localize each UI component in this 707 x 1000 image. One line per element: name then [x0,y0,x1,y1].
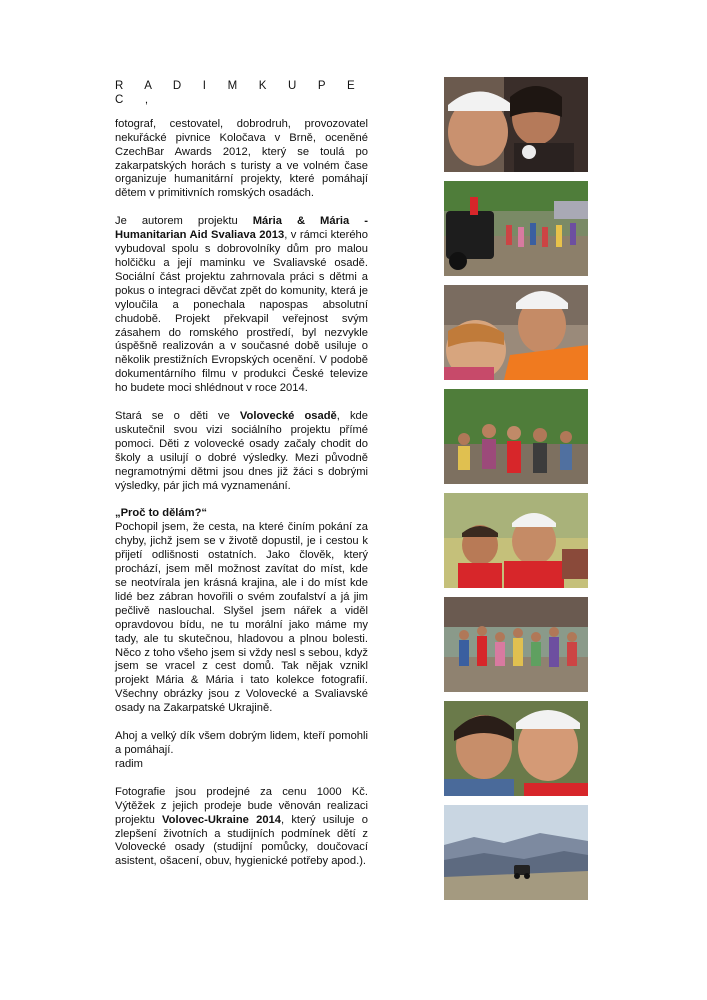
man-hugging-child-photo [444,285,588,380]
project-text-start: Je autorem projektu [115,215,253,228]
project-text-end: , v rámci kterého vybudoval spolu s dobrovolníky dům pro malou holčičku a její maminku ve Svaliavské osadě. Sociální část projektu zahrnovala práci s dětmi a pokus o integraci děvčat zpět do komunity, která je vyloučila a ponechala napospas absolutní chudobě. Projekt překvapil veřejnost svým zásahem do romského prostředí, byl nezvykle úspěšně realizován a v současné době usiluje o několik prestižních Evropských ocenění. V podobě dokumentárního filmu v produkci České televize ho budete moci shlédnout v roce 2014. [115,229,368,395]
thanks-text: Ahoj a velký dík všem dobrým lidem, kteří pomohli a pomáhají. [115,730,368,756]
settlement-text-start: Stará se o děti ve [115,410,240,423]
settlement-name: Volovecké osadě [239,410,337,423]
why-paragraph: Pochopil jsem, že cesta, na které činím pokání za chyby, jichž jsem se v životě dopustil, je i cestou k přijetí odlišnosti ostatních. Jako člověk, který prochází, jsem měl možnost zavítat do míst, kde se neotvírala jen krásná krajina, ale i do míst kde lidé bez zábran hovořili o svém zoufalství a já jim pečlivě naslouchal. Slyšel jsem nářek a viděl opravdovou bídu, ne tu morální jako máme my tady, ale tu skutečnou, hladovou a plnou bolesti. Něco z toho všeho jsem si vždy nesl s sebou, když jsem se vracel z cest domů. Tak nějak vznikl projekt Mária & Mária i tato kolekce fotografií. Všechny obrázky jsou z Volovecké a Svaliavské osady na Zakarpatské Ukrajině. [115,521,368,715]
man-with-boy-photo [444,493,588,588]
author-heading: R A D I M K U P E C , [115,80,364,106]
project-paragraph [115,215,368,396]
children-group-photo [444,597,588,692]
thanks-paragraph [115,730,368,772]
sale-paragraph [115,786,368,869]
settlement-paragraph [115,410,368,493]
intro-paragraph: fotograf, cestovatel, dobrodruh, provozovatel nekuřácké pivnice Koločava v Brně, oceněné CzechBar Awards 2012, který se toulá po zakarpatských horách s turisty a ve volném čase organizuje humanitární projekty, které pomáhají dětem v primitivních romských osadách. [115,117,368,200]
man-with-girl-photo [444,77,588,172]
sale-text-end: , který usiluje o zlepšení životních a studijních podmínek dětí z Volovecké osady (studijní pomůcky, doučovací asistent, ošacení, obuv, hygienické potřeby apod.). [115,813,368,868]
sale-project-name: Volovec-Ukraine 2014 [162,813,281,826]
project-name: Mária & Mária - Humanitarian Aid Svaliava 2013 [115,215,368,242]
why-heading: „Proč to dělám?“ [115,507,208,520]
man-cheek-to-cheek-girl-photo [444,701,588,796]
sale-text-start: Fotografie jsou prodejné za cenu 1000 Kč. Výtěžek z jejich prodeje bude věnován realizaci projektu [115,785,368,826]
mountain-landscape-car-photo [444,805,588,900]
photo-column [444,77,588,909]
group-in-village-photo [444,389,588,484]
crowd-offroad-car-photo [444,181,588,276]
signature: radim [115,757,143,770]
settlement-text-end: , kde uskutečnil svou vizi sociálního projektu přímé pomoci. Děti z volovecké osady začaly chodit do školy a usilují o dobré výsledky. Mezi původně negramotnými dětmi jsou dnes již žáci s dobrými výsledky, pár jich má vyznamenání. [115,410,368,492]
text-column [115,80,368,883]
